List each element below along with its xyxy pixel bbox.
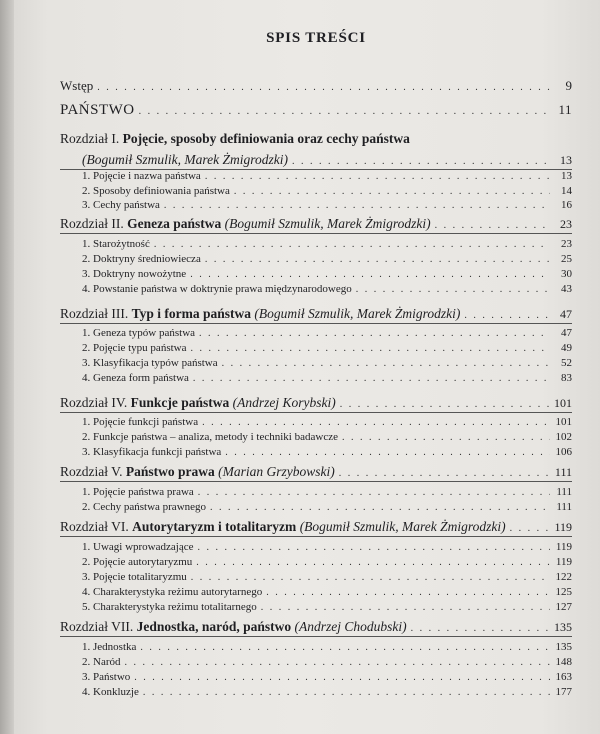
section-page: 119	[555, 541, 572, 553]
dot-leader	[197, 542, 550, 553]
dot-leader	[97, 82, 550, 93]
section-entry	[60, 268, 572, 280]
section-page: 125	[555, 586, 572, 598]
dot-leader	[261, 602, 550, 613]
section-entry	[60, 686, 572, 698]
section-entry	[60, 486, 572, 498]
chapter-rule	[60, 412, 572, 413]
section-page: 106	[555, 446, 572, 458]
section-page: 25	[561, 253, 572, 265]
section-page: 14	[561, 185, 572, 197]
section-label: 1. Starożytność	[82, 238, 150, 250]
chapter-rule	[60, 636, 572, 637]
dot-leader	[510, 523, 550, 534]
section-label: 3. Państwo	[82, 671, 131, 683]
section-entry	[60, 656, 572, 668]
section-entry	[60, 238, 572, 250]
chapter-heading	[60, 619, 572, 635]
dot-leader	[154, 239, 550, 250]
chapter-prefix: Rozdział V.	[60, 464, 123, 479]
section-page: 13	[561, 170, 572, 182]
section-label: 2. Sposoby definiowania państwa	[82, 185, 230, 197]
section-label: 1. Pojęcie i nazwa państwa	[82, 170, 201, 182]
section-page: 148	[555, 656, 572, 668]
chapter-title: Jednostka, naród, państwo	[136, 619, 292, 634]
dot-leader	[234, 186, 550, 197]
section-page: 177	[555, 686, 572, 698]
section-label: 2. Naród	[82, 656, 121, 668]
chapter-page: 47	[560, 307, 572, 321]
dot-leader	[202, 417, 550, 428]
dot-leader	[196, 557, 550, 568]
section-label: 2. Pojęcie typu państwa	[82, 342, 187, 354]
section-entry	[60, 170, 572, 182]
chapter-rule	[60, 536, 572, 537]
toc-page	[60, 0, 572, 734]
section-entry	[60, 357, 572, 369]
chapter-prefix: Rozdział I.	[60, 131, 120, 146]
dot-leader	[205, 254, 550, 265]
chapter-page: 111	[554, 465, 572, 479]
section-entry	[60, 556, 572, 568]
chapter-title: Typ i forma państwa	[131, 306, 251, 321]
chapter-heading	[60, 464, 572, 480]
dot-leader	[199, 328, 550, 339]
dot-leader	[139, 106, 550, 117]
chapter-title: Geneza państwa	[127, 216, 222, 231]
chapter-prefix: Rozdział VI.	[60, 519, 129, 534]
section-label: 1. Jednostka	[82, 641, 137, 653]
chapter-authors: (Andrzej Korybski)	[232, 395, 336, 410]
section-label: 3. Klasyfikacja funkcji państwa	[82, 446, 222, 458]
chapter-authors: (Bogumił Szmulik, Marek Żmigrodzki)	[254, 306, 461, 321]
section-label: 5. Charakterystyka reżimu totalitarnego	[82, 601, 257, 613]
chapter-heading	[60, 216, 572, 232]
part-label: PAŃSTWO	[60, 102, 135, 118]
chapter-heading	[60, 131, 572, 147]
dot-leader	[193, 373, 550, 384]
section-page: 111	[556, 486, 572, 498]
chapter-authors: (Andrzej Chodubski)	[294, 619, 407, 634]
page-title: SPIS TREŚCI	[266, 30, 366, 46]
dot-leader	[191, 572, 550, 583]
dot-leader	[134, 672, 550, 683]
section-label: 1. Pojęcie państwa prawa	[82, 486, 194, 498]
chapter-title: Funkcje państwa	[130, 395, 230, 410]
chapter-authors: (Bogumił Szmulik, Marek Żmigrodzki)	[299, 519, 506, 534]
section-label: 2. Doktryny średniowiecza	[82, 253, 201, 265]
section-entry	[60, 501, 572, 513]
chapter-rule	[60, 481, 572, 482]
chapter-authors: (Bogumił Szmulik, Marek Żmigrodzki)	[224, 216, 431, 231]
chapter-prefix: Rozdział III.	[60, 306, 129, 321]
dot-leader	[190, 343, 550, 354]
section-entry	[60, 416, 572, 428]
dot-leader	[292, 156, 550, 167]
chapter-authors: (Marian Grzybowski)	[218, 464, 335, 479]
section-label: 3. Doktryny nowożytne	[82, 268, 187, 280]
dot-leader	[205, 171, 550, 182]
section-page: 102	[555, 431, 572, 443]
entry-page: 9	[565, 78, 572, 93]
dot-leader	[266, 587, 550, 598]
chapter-heading	[60, 395, 572, 411]
section-entry	[60, 641, 572, 653]
section-page: 47	[561, 327, 572, 339]
chapter-rule	[60, 323, 572, 324]
section-entry	[60, 253, 572, 265]
section-label: 4. Konkluzje	[82, 686, 139, 698]
section-entry	[60, 571, 572, 583]
dot-leader	[143, 687, 550, 698]
section-entry	[60, 185, 572, 197]
section-page: 49	[561, 342, 572, 354]
entry-page: 11	[558, 102, 572, 117]
dot-leader	[164, 200, 550, 211]
section-page: 163	[555, 671, 572, 683]
chapter-prefix: Rozdział IV.	[60, 395, 128, 410]
section-label: 3. Klasyfikacja typów państwa	[82, 357, 218, 369]
dot-leader	[190, 269, 550, 280]
chapter-title: Pojęcie, sposoby definiowania oraz cechy państwa	[122, 131, 410, 146]
section-entry	[60, 372, 572, 384]
dot-leader	[210, 502, 550, 513]
section-entry	[60, 327, 572, 339]
dot-leader	[222, 358, 550, 369]
section-page: 83	[561, 372, 572, 384]
section-entry	[60, 431, 572, 443]
dot-leader	[340, 399, 550, 410]
dot-leader	[464, 310, 550, 321]
dot-leader	[198, 487, 550, 498]
section-label: 3. Pojęcie totalitaryzmu	[82, 571, 187, 583]
section-entry	[60, 601, 572, 613]
chapter-prefix: Rozdział VII.	[60, 619, 134, 634]
chapter-page: 119	[554, 520, 572, 534]
section-label: 4. Charakterystyka reżimu autorytarnego	[82, 586, 263, 598]
chapter-authors-line	[60, 152, 572, 168]
section-page: 111	[556, 501, 572, 513]
section-page: 16	[561, 199, 572, 211]
chapter-page: 23	[560, 217, 572, 231]
section-page: 119	[555, 556, 572, 568]
section-entry	[60, 586, 572, 598]
section-label: 1. Geneza typów państwa	[82, 327, 196, 339]
chapter-title: Autorytaryzm i totalitaryzm	[132, 519, 297, 534]
section-entry	[60, 199, 572, 211]
chapter-page: 101	[554, 396, 572, 410]
section-page: 43	[561, 283, 572, 295]
section-label: 2. Pojęcie autorytaryzmu	[82, 556, 193, 568]
section-entry	[60, 446, 572, 458]
dot-leader	[356, 284, 550, 295]
dot-leader	[125, 657, 551, 668]
section-page: 122	[555, 571, 572, 583]
section-label: 3. Cechy państwa	[82, 199, 160, 211]
chapter-heading	[60, 306, 572, 322]
section-page: 30	[561, 268, 572, 280]
section-label: 1. Pojęcie funkcji państwa	[82, 416, 199, 428]
toc-entry-intro	[60, 78, 572, 94]
dot-leader	[342, 432, 550, 443]
dot-leader	[435, 220, 550, 231]
chapter-page: 135	[554, 620, 572, 634]
dot-leader	[339, 468, 550, 479]
chapter-authors: (Bogumił Szmulik, Marek Żmigrodzki)	[82, 152, 288, 167]
section-page: 101	[555, 416, 572, 428]
dot-leader	[225, 447, 550, 458]
chapter-rule	[60, 233, 572, 234]
section-page: 23	[561, 238, 572, 250]
book-gutter-shadow	[0, 0, 14, 734]
chapter-heading	[60, 519, 572, 535]
section-label: 4. Geneza form państwa	[82, 372, 189, 384]
section-page: 127	[555, 601, 572, 613]
section-label: 2. Cechy państwa prawnego	[82, 501, 207, 513]
section-label: 1. Uwagi wprowadzające	[82, 541, 194, 553]
section-entry	[60, 342, 572, 354]
section-entry	[60, 283, 572, 295]
section-page: 52	[561, 357, 572, 369]
chapter-prefix: Rozdział II.	[60, 216, 124, 231]
section-label: 4. Powstanie państwa w doktrynie prawa międzynarodowego	[82, 283, 352, 295]
section-entry	[60, 541, 572, 553]
chapter-page: 13	[560, 153, 572, 167]
entry-label: Wstęp	[60, 78, 94, 93]
toc-entry-part	[60, 102, 572, 119]
section-entry	[60, 671, 572, 683]
section-page: 135	[555, 641, 572, 653]
chapter-title: Państwo prawa	[125, 464, 215, 479]
dot-leader	[411, 623, 550, 634]
section-label: 2. Funkcje państwa – analiza, metody i techniki badawcze	[82, 431, 338, 443]
dot-leader	[140, 642, 550, 653]
